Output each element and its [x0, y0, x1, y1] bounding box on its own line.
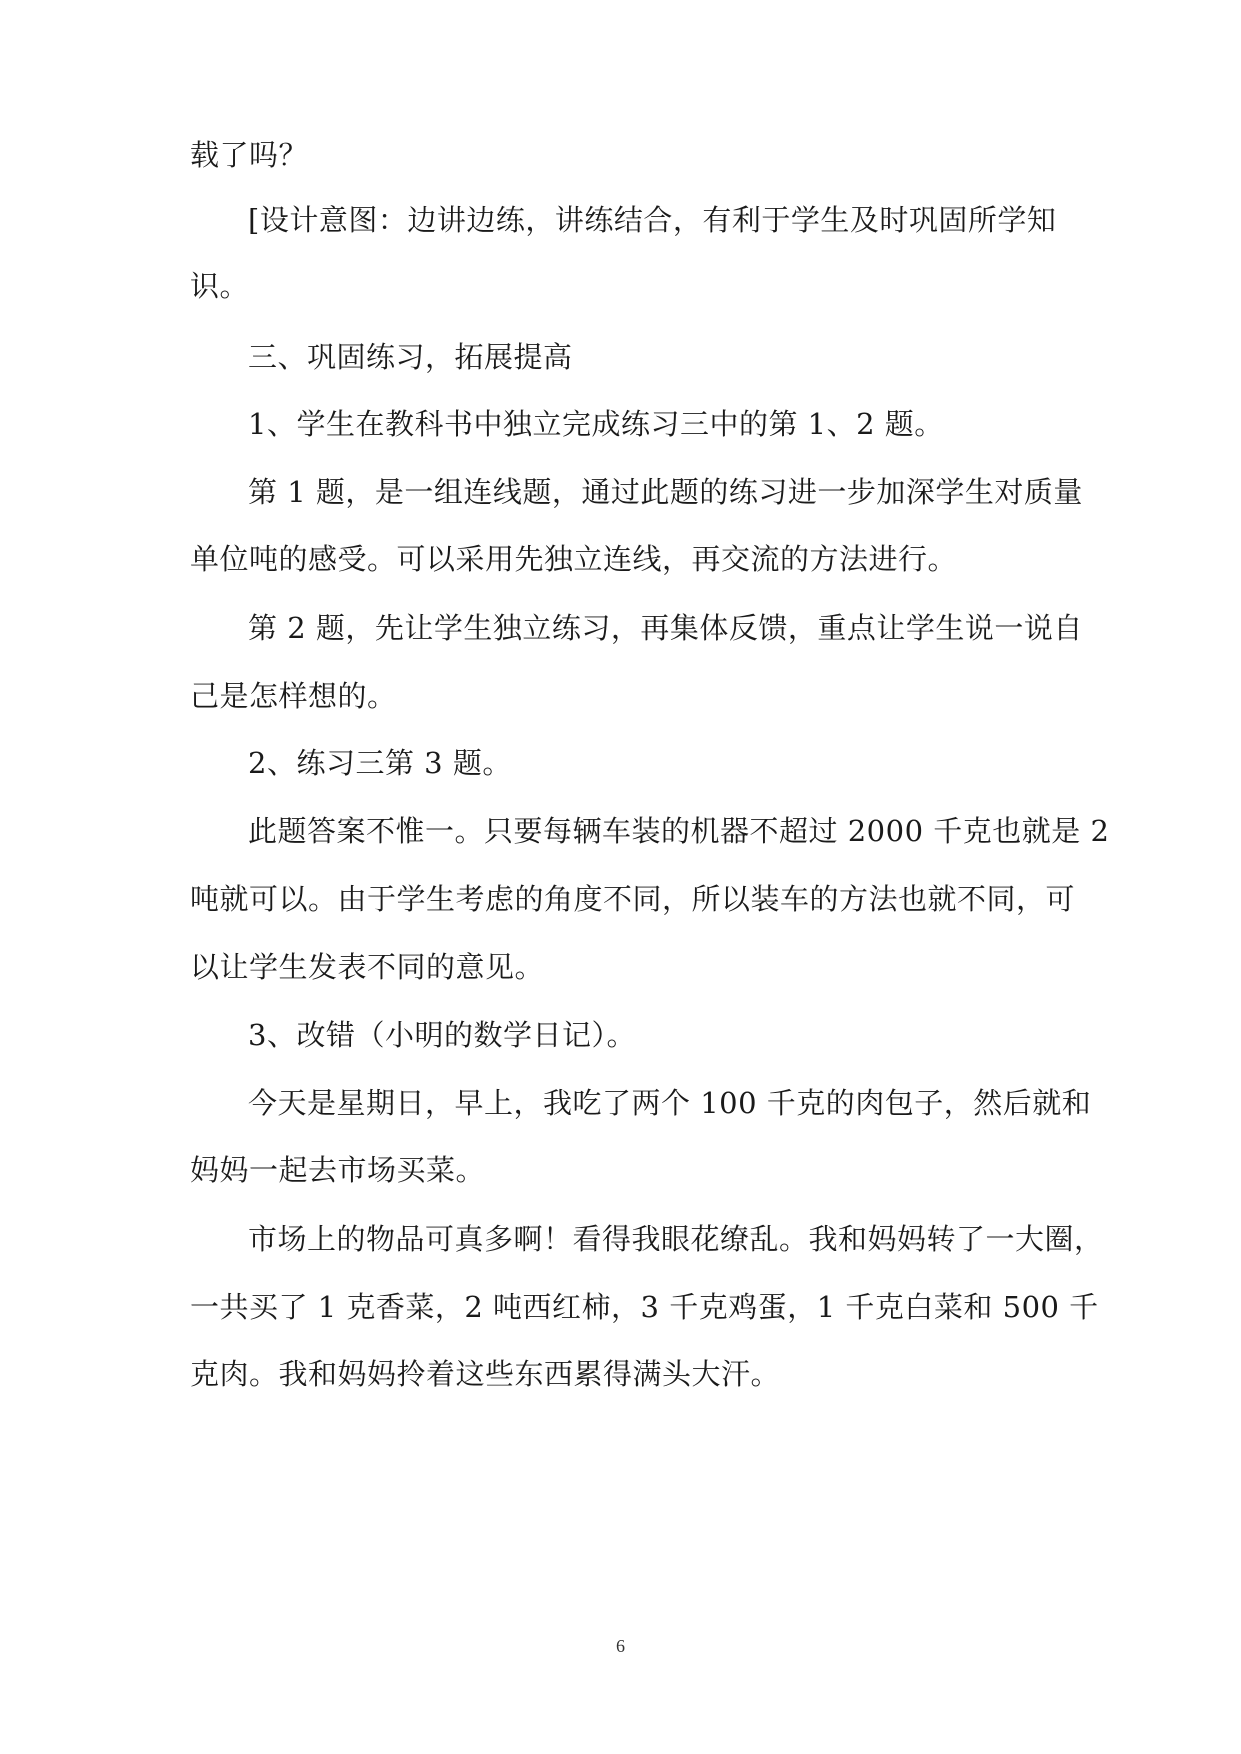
text-line: 一共买了 1 克香菜，2 吨西红柿，3 千克鸡蛋，1 千克白菜和 500 千: [190, 1290, 1099, 1324]
text-line: 己是怎样想的。: [190, 679, 397, 713]
page-number: 6: [616, 1636, 625, 1656]
text-line: 第 2 题，先让学生独立练习，再集体反馈，重点让学生说一说自: [248, 611, 1083, 645]
text-line: 3、改错（小明的数学日记）。: [248, 1018, 636, 1052]
text-line: 以让学生发表不同的意见。: [190, 950, 545, 984]
text-line: 今天是星期日，早上，我吃了两个 100 千克的肉包子，然后就和: [248, 1086, 1092, 1120]
text-line: 单位吨的感受。可以采用先独立连线，再交流的方法进行。: [190, 542, 958, 576]
text-line: 识。: [190, 269, 250, 303]
text-line: 此题答案不惟一。只要每辆车装的机器不超过 2000 千克也就是 2: [248, 814, 1110, 848]
text-line: 克肉。我和妈妈拎着这些东西累得满头大汗。: [190, 1357, 781, 1391]
text-line: 第 1 题，是一组连线题，通过此题的练习进一步加深学生对质量: [248, 475, 1083, 509]
text-line: 吨就可以。由于学生考虑的角度不同，所以装车的方法也就不同，可: [190, 882, 1076, 916]
text-line: 载了吗？: [190, 138, 309, 172]
section-heading: 三、巩固练习，拓展提高: [248, 340, 573, 374]
text-line: 1、学生在教科书中独立完成练习三中的第 1、2 题。: [248, 407, 944, 441]
text-line: [设计意图：边讲边练，讲练结合，有利于学生及时巩固所学知: [248, 203, 1057, 237]
text-line: 市场上的物品可真多啊！看得我眼花缭乱。我和妈妈转了一大圈，: [248, 1222, 1104, 1256]
text-line: 2、练习三第 3 题。: [248, 746, 512, 780]
text-line: 妈妈一起去市场买菜。: [190, 1153, 486, 1187]
